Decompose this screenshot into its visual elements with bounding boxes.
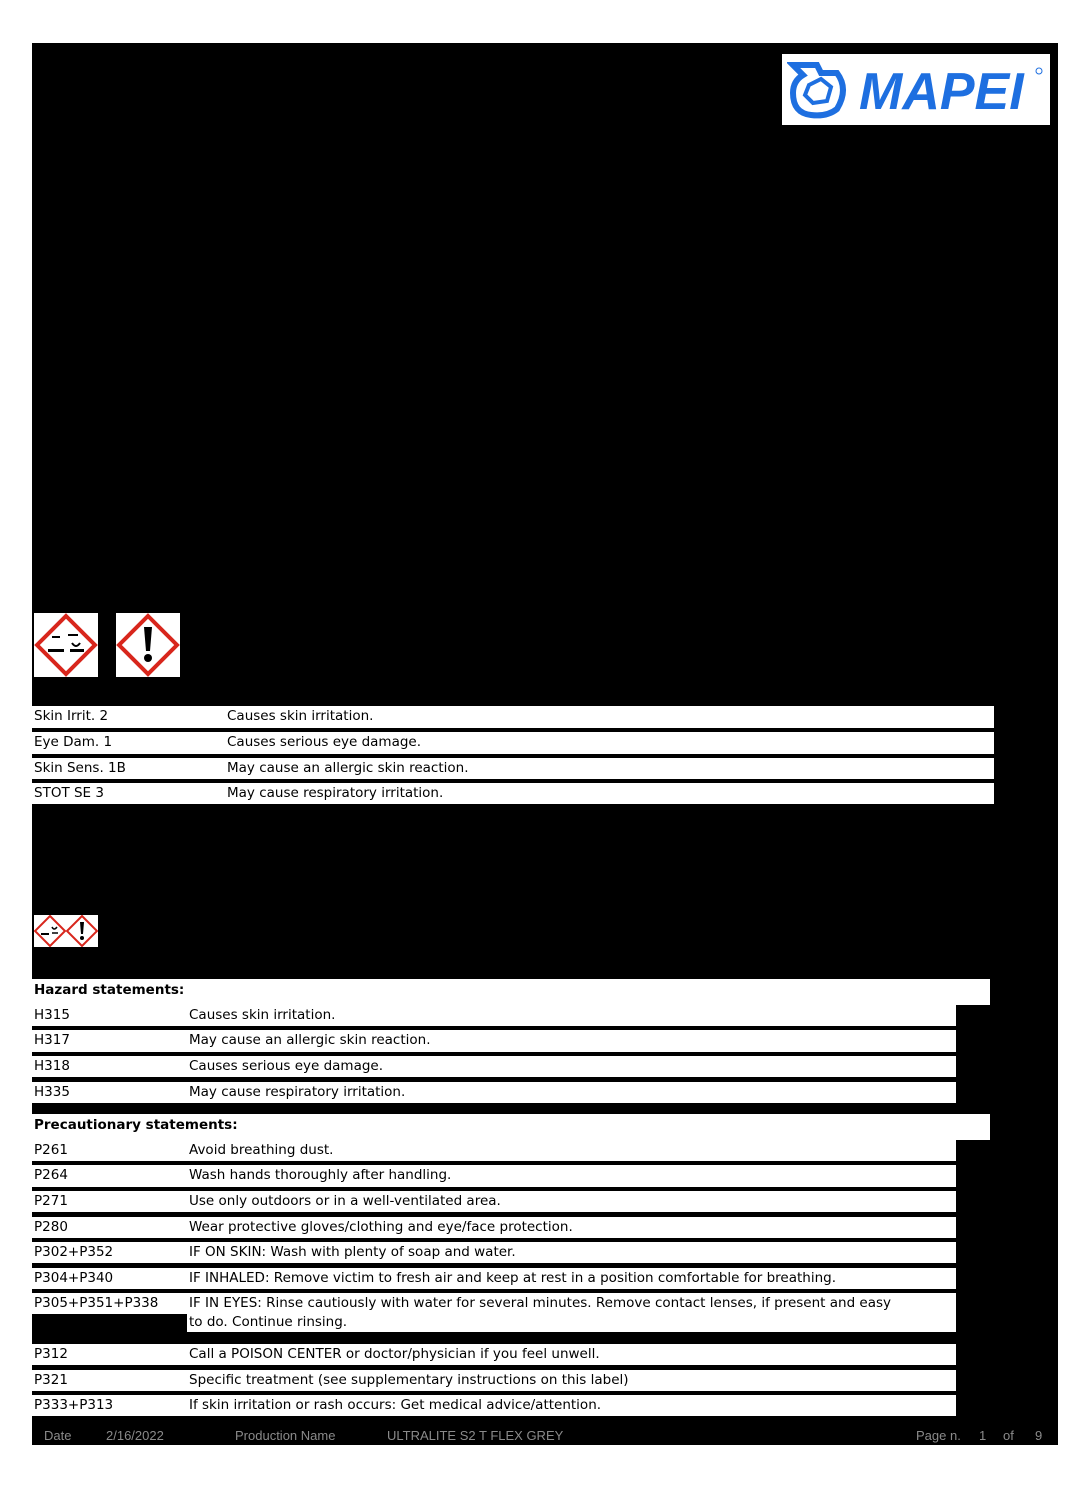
precaution-row: P271 Use only outdoors or in a well-ventilated area. bbox=[32, 1191, 956, 1212]
classification-row: STOT SE 3 May cause respiratory irritation. bbox=[32, 783, 994, 804]
mapei-logo bbox=[782, 54, 1050, 125]
page-number: 1 bbox=[979, 1428, 987, 1443]
precaution-row: P280 Wear protective gloves/clothing and eye/face protection. bbox=[32, 1217, 956, 1238]
precaution-row: P261 Avoid breathing dust. bbox=[32, 1140, 956, 1161]
corrosion-exclamation-icon bbox=[34, 915, 98, 947]
sds-page bbox=[32, 43, 1058, 1445]
hazard-row: H335 May cause respiratory irritation. bbox=[32, 1082, 956, 1103]
hazard-row: H318 Causes serious eye damage. bbox=[32, 1056, 956, 1077]
precaution-row: P264 Wash hands thoroughly after handling. bbox=[32, 1165, 956, 1187]
precautionary-statements-header: Precautionary statements: bbox=[32, 1114, 990, 1140]
of-label: of bbox=[1003, 1428, 1014, 1443]
page-total: 9 bbox=[1035, 1428, 1043, 1443]
precaution-row: P302+P352 IF ON SKIN: Wash with plenty of soap and water. bbox=[32, 1242, 956, 1263]
page-footer bbox=[32, 1426, 1058, 1445]
precaution-row: P333+P313 If skin irritation or rash occurs: Get medical advice/attention. bbox=[32, 1395, 956, 1416]
precaution-row: P312 Call a POISON CENTER or doctor/physician if you feel unwell. bbox=[32, 1344, 956, 1365]
hazard-row: H317 May cause an allergic skin reaction. bbox=[32, 1030, 956, 1052]
date-label: Date bbox=[44, 1428, 72, 1443]
product-label: Production Name bbox=[235, 1428, 336, 1443]
mapei-logo-icon bbox=[787, 59, 1045, 121]
precaution-row: P305+P351+P338 IF IN EYES: Rinse cautiously with water for several minutes. Remove contact lenses, if present and easy bbox=[32, 1293, 956, 1314]
precaution-row: P321 Specific treatment (see supplementary instructions on this label) bbox=[32, 1370, 956, 1391]
precaution-row-continued: to do. Continue rinsing. bbox=[187, 1314, 956, 1332]
corrosion-icon bbox=[34, 613, 98, 677]
label-pictograms bbox=[34, 915, 98, 947]
page-label: Page n. bbox=[916, 1428, 961, 1443]
date-value: 2/16/2022 bbox=[106, 1428, 164, 1443]
hazard-statements-header: Hazard statements: bbox=[32, 979, 990, 1005]
classification-pictograms bbox=[34, 613, 180, 677]
svg-text:MAPEI: MAPEI bbox=[859, 62, 1024, 121]
classification-row: Eye Dam. 1 Causes serious eye damage. bbox=[32, 732, 994, 754]
classification-row: Skin Irrit. 2 Causes skin irritation. bbox=[32, 706, 994, 728]
exclamation-icon bbox=[116, 613, 180, 677]
hazard-row: H315 Causes skin irritation. bbox=[32, 1005, 956, 1026]
classification-row: Skin Sens. 1B May cause an allergic skin reaction. bbox=[32, 758, 994, 779]
product-name: ULTRALITE S2 T FLEX GREY bbox=[387, 1428, 564, 1443]
precaution-row: P304+P340 IF INHALED: Remove victim to fresh air and keep at rest in a position comfortable for breathing. bbox=[32, 1268, 956, 1289]
